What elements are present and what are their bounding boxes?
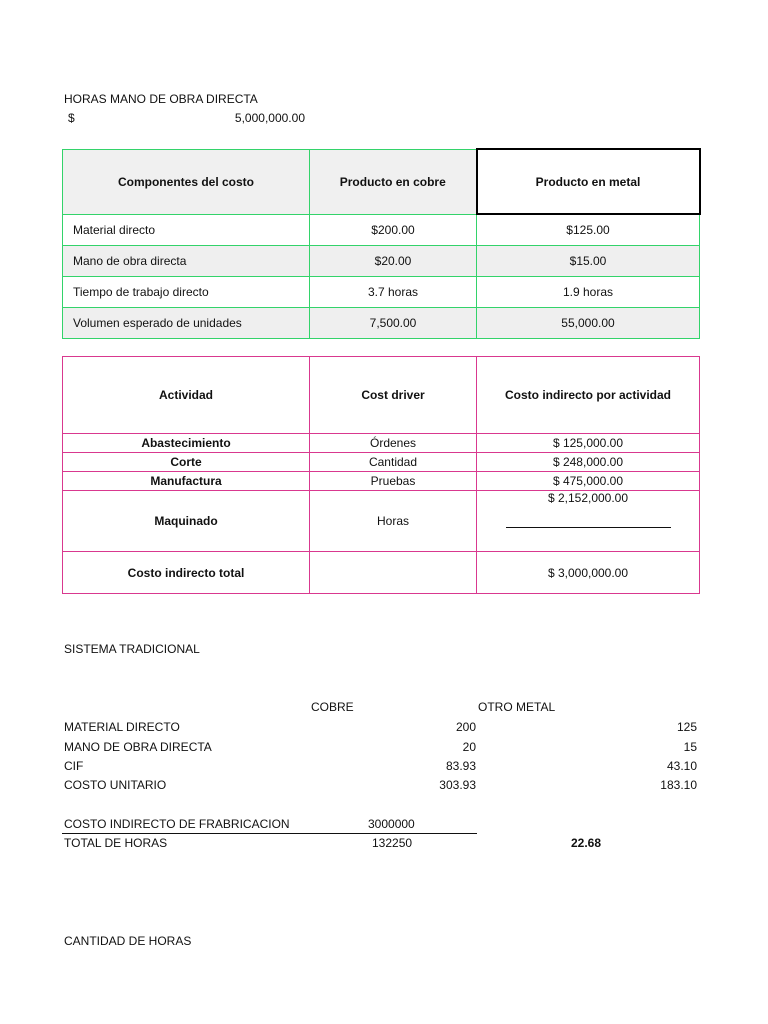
value-cobre: 20 bbox=[462, 740, 476, 754]
horas-amount: 5,000,000.00 bbox=[234, 111, 305, 125]
cell-metal: 1.9 horas bbox=[477, 277, 700, 308]
row-label: COSTO UNITARIO bbox=[64, 778, 167, 792]
value-cobre: 200 bbox=[455, 720, 476, 734]
costos-table bbox=[62, 148, 701, 339]
cost-driver: Horas bbox=[310, 491, 477, 552]
horas-label: TOTAL DE HORAS bbox=[64, 836, 168, 850]
row-label: Volumen esperado de unidades bbox=[63, 308, 310, 339]
value-metal: 125 bbox=[676, 720, 697, 734]
cif-value: 3000000 bbox=[368, 817, 415, 831]
tasa-value: 22.68 bbox=[571, 836, 602, 850]
row-label: MANO DE OBRA DIRECTA bbox=[64, 740, 212, 754]
currency-symbol: $ bbox=[68, 111, 75, 125]
costo-indirecto-cell bbox=[477, 491, 700, 552]
total-value: $ 3,000,000.00 bbox=[477, 552, 700, 594]
header-cost-driver: Cost driver bbox=[310, 357, 477, 434]
divider-line bbox=[62, 833, 477, 834]
horas-value: 132250 bbox=[372, 836, 413, 850]
row-label: Mano de obra directa bbox=[63, 246, 310, 277]
costo-indirecto: $ 2,152,000.00 bbox=[547, 491, 629, 505]
table-row bbox=[63, 472, 700, 491]
row-label: MATERIAL DIRECTO bbox=[64, 720, 180, 734]
section-title-cantidad-horas: CANTIDAD DE HORAS bbox=[64, 934, 192, 948]
row-label: CIF bbox=[64, 759, 84, 773]
cell-cobre: $200.00 bbox=[310, 214, 477, 246]
cif-label: COSTO INDIRECTO DE FRABRICACION bbox=[64, 817, 290, 831]
table-row bbox=[63, 214, 700, 246]
section-title-horas: HORAS MANO DE OBRA DIRECTA bbox=[64, 92, 258, 106]
cell-metal: 55,000.00 bbox=[477, 308, 700, 339]
costo-indirecto: $ 125,000.00 bbox=[477, 434, 700, 453]
table-row bbox=[63, 434, 700, 453]
costo-indirecto: $ 248,000.00 bbox=[477, 453, 700, 472]
cell-cobre: 7,500.00 bbox=[310, 308, 477, 339]
total-driver bbox=[310, 552, 477, 594]
table-header-row bbox=[63, 149, 700, 214]
header-actividad: Actividad bbox=[63, 357, 310, 434]
header-componentes: Componentes del costo bbox=[63, 149, 310, 214]
actividad-name: Abastecimiento bbox=[63, 434, 310, 453]
cost-driver: Órdenes bbox=[310, 434, 477, 453]
section-title-sistema: SISTEMA TRADICIONAL bbox=[64, 642, 200, 656]
table-row bbox=[63, 277, 700, 308]
cell-cobre: $20.00 bbox=[310, 246, 477, 277]
costo-indirecto: $ 475,000.00 bbox=[477, 472, 700, 491]
row-label: Tiempo de trabajo directo bbox=[63, 277, 310, 308]
header-costo-indirecto: Costo indirecto por actividad bbox=[477, 357, 700, 434]
cell-metal: $125.00 bbox=[477, 214, 700, 246]
cell-cobre: 3.7 horas bbox=[310, 277, 477, 308]
table-header-row bbox=[63, 357, 700, 434]
table-row bbox=[63, 308, 700, 339]
total-label: Costo indirecto total bbox=[63, 552, 310, 594]
header-cobre: Producto en cobre bbox=[310, 149, 477, 214]
table-row bbox=[63, 246, 700, 277]
total-row bbox=[63, 552, 700, 594]
value-cobre: 83.93 bbox=[445, 759, 476, 773]
table-row bbox=[63, 491, 700, 552]
actividad-name: Maquinado bbox=[63, 491, 310, 552]
header-metal: Producto en metal bbox=[477, 149, 700, 214]
actividades-table bbox=[62, 356, 700, 594]
value-metal: 15 bbox=[683, 740, 697, 754]
table-row bbox=[63, 453, 700, 472]
cell-metal: $15.00 bbox=[477, 246, 700, 277]
row-label: Material directo bbox=[63, 214, 310, 246]
value-metal: 183.10 bbox=[660, 778, 697, 792]
sum-underline bbox=[506, 527, 671, 528]
actividad-name: Corte bbox=[63, 453, 310, 472]
value-metal: 43.10 bbox=[666, 759, 697, 773]
col-header-otro-metal: OTRO METAL bbox=[478, 700, 556, 714]
cost-driver: Cantidad bbox=[310, 453, 477, 472]
cost-driver: Pruebas bbox=[310, 472, 477, 491]
actividad-name: Manufactura bbox=[63, 472, 310, 491]
col-header-cobre: COBRE bbox=[311, 700, 354, 714]
value-cobre: 303.93 bbox=[439, 778, 476, 792]
